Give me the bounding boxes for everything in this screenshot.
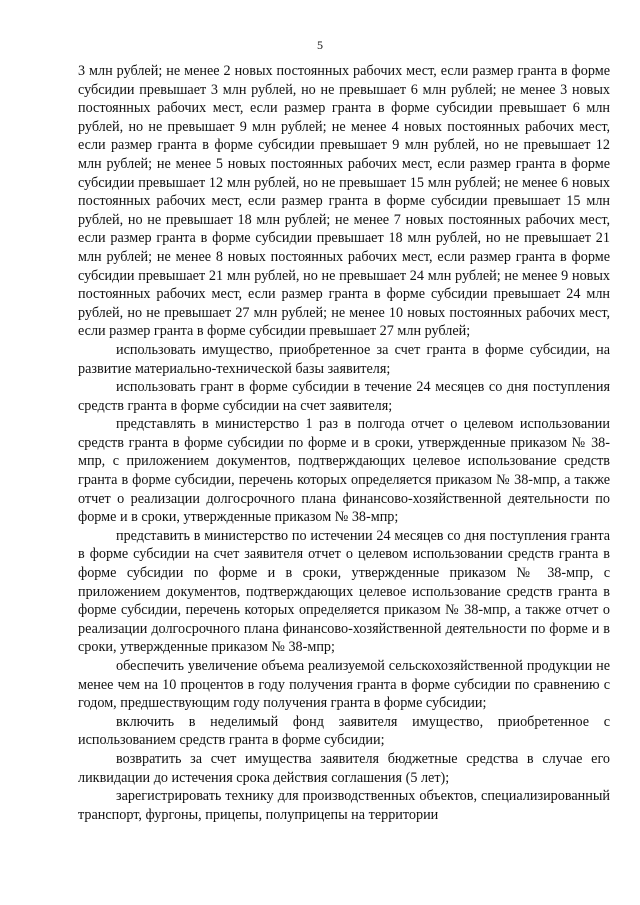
paragraph-use-property: использовать имущество, приобретенное за счет гранта в форме субсидии, на развитие материально-технической базы заявителя;	[78, 341, 610, 377]
paragraph-indivisible-fund: включить в неделимый фонд заявителя имущество, приобретенное с использованием средств гранта в форме субсидии;	[78, 713, 610, 749]
paragraph-final-report: представить в министерство по истечении 24 месяцев со дня поступления гранта в форме субсидии на счет заявителя отчет о целевом использовании средств гранта в форме субсидии по форме и в сроки, утвержденные приказом № 38-мпр, с приложением документов, подтверждающих целевое использование средств гранта в форме субсидии, перечень которых определяется приказом № 38-мпр, а также отчет о реализации долгосрочного плана финансово-хозяйственной деятельности по форме и в сроки, утвержденные приказом № 38-мпр;	[78, 527, 610, 656]
paragraph-return-funds: возвратить за счет имущества заявителя бюджетные средства в случае его ликвидации до истечения срока действия соглашения (5 лет);	[78, 750, 610, 786]
paragraph-register-vehicles: зарегистрировать технику для производственных объектов, специализированный транспорт, фургоны, прицепы, полуприцепы на территории	[78, 788, 610, 823]
paragraph-use-grant-term: использовать грант в форме субсидии в течение 24 месяцев со дня поступления средств гранта в форме субсидии на счет заявителя;	[78, 379, 610, 414]
paragraph-increase-volume: обеспечить увеличение объема реализуемой сельскохозяйственной продукции не менее чем на 10 процентов в году получения гранта в форме субсидии по сравнению с годом, предшествующим году получения гранта в форме субсидии;	[78, 658, 610, 712]
page-number: 5	[317, 38, 323, 52]
paragraph-semiannual-report: представлять в министерство 1 раз в полгода отчет о целевом использовании средств гранта в форме субсидии по форме и в сроки, утвержденные приказом № 38-мпр, с приложением документов, подтверждающих целевое использование средств гранта в форме субсидии, перечень которых определяется приказом № 38-мпр, а также отчет о реализации долгосрочного плана финансово-хозяйственной деятельности по форме и в сроки, утвержденные приказом № 38-мпр;	[78, 416, 610, 526]
paragraph-job-requirements: 3 млн рублей; не менее 2 новых постоянных рабочих мест, если размер гранта в форме субсидии превышает 3 млн рублей, но не превышает 6 млн рублей; не менее 3 новых постоянных рабочих мест, если размер гранта в форме субсидии превышает 6 млн рублей, но не превышает 9 млн рублей; не менее 4 новых постоянных рабочих мест, если размер гранта в форме субсидии превышает 9 млн рублей, но не превышает 12 млн рублей; не менее 5 новых постоянных рабочих мест, если размер гранта в форме субсидии превышает 12 млн рублей, но не превышает 15 млн рублей; не менее 6 новых постоянных рабочих мест, если размер гранта в форме субсидии превышает 15 млн рублей, но не превышает 18 млн рублей; не менее 7 новых постоянных рабочих мест, если размер гранта в форме субсидии превышает 18 млн рублей, но не превышает 21 млн рублей; не менее 8 новых постоянных рабочих мест, если размер гранта в форме субсидии превышает 21 млн рублей, но не превышает 24 млн рублей; не менее 9 новых постоянных рабочих мест, если размер гранта в форме субсидии превышает 24 млн рублей, но не превышает 27 млн рублей; не менее 10 новых постоянных рабочих мест, если размер гранта в форме субсидии превышает 27 млн рублей;	[78, 63, 610, 340]
document-body	[78, 62, 610, 824]
